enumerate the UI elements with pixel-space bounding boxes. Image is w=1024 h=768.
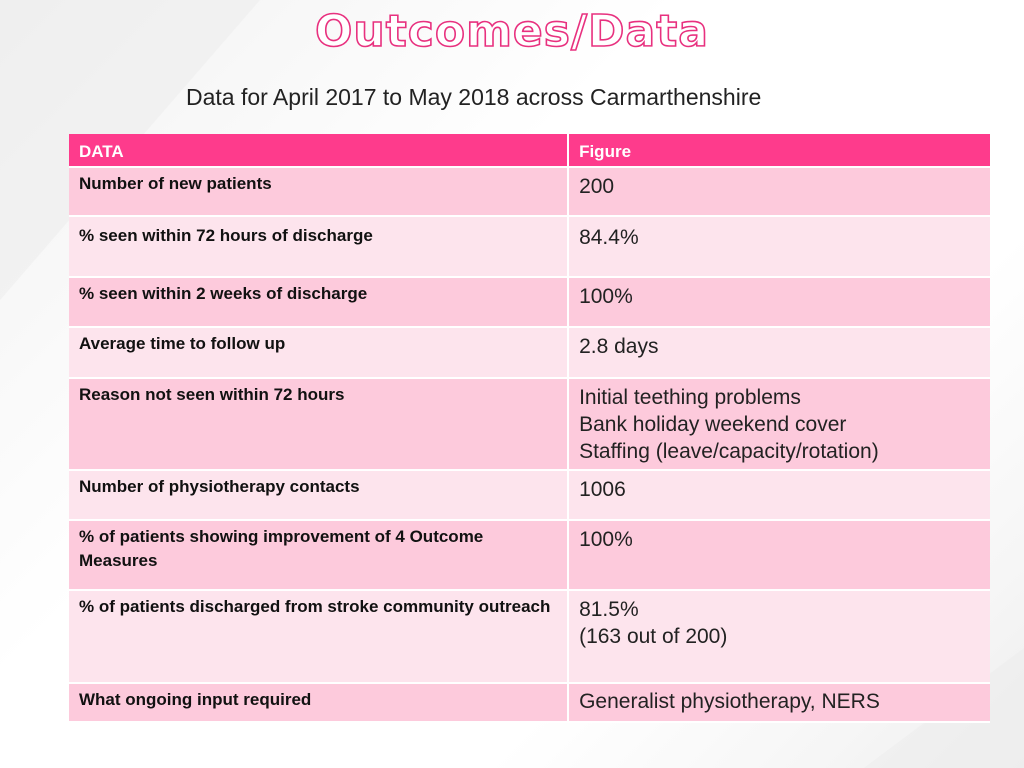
- row-figure: 100%: [569, 521, 990, 591]
- row-label: Average time to follow up: [69, 328, 569, 379]
- row-label: Number of physiotherapy contacts: [69, 471, 569, 521]
- row-label: % of patients discharged from stroke community outreach: [69, 591, 569, 684]
- header-cell-data: DATA: [69, 134, 569, 168]
- row-figure: 81.5% (163 out of 200): [569, 591, 990, 684]
- row-label: Reason not seen within 72 hours: [69, 379, 569, 471]
- table-row: [69, 328, 990, 379]
- table-row: [69, 521, 990, 591]
- table-row: [69, 471, 990, 521]
- row-figure: 84.4%: [569, 217, 990, 278]
- table-row: [69, 217, 990, 278]
- row-figure: Generalist physiotherapy, NERS: [569, 684, 990, 723]
- table-row: [69, 684, 990, 723]
- row-label: % seen within 72 hours of discharge: [69, 217, 569, 278]
- row-label: % of patients showing improvement of 4 Outcome Measures: [69, 521, 569, 591]
- table-row: [69, 591, 990, 684]
- row-figure: Initial teething problems Bank holiday weekend cover Staffing (leave/capacity/rotation): [569, 379, 990, 471]
- header-cell-figure: Figure: [569, 134, 990, 168]
- row-figure: 2.8 days: [569, 328, 990, 379]
- page-subtitle: Data for April 2017 to May 2018 across Carmarthenshire: [186, 84, 762, 110]
- row-label: What ongoing input required: [69, 684, 569, 723]
- row-label: % seen within 2 weeks of discharge: [69, 278, 569, 328]
- data-table: [69, 134, 990, 723]
- table-row: [69, 168, 990, 217]
- row-figure: 1006: [569, 471, 990, 521]
- row-label: Number of new patients: [69, 168, 569, 217]
- row-figure: 100%: [569, 278, 990, 328]
- table-row: [69, 278, 990, 328]
- table-row: [69, 379, 990, 471]
- table-header-row: [69, 134, 990, 168]
- row-figure: 200: [569, 168, 990, 217]
- page-title: Outcomes/Data: [315, 6, 709, 57]
